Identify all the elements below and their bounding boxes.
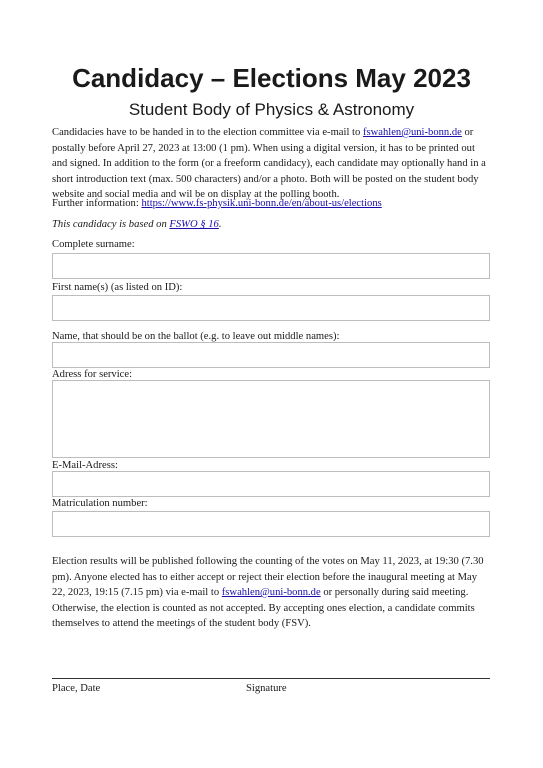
first-name-label: First name(s) (as listed on ID): <box>52 282 183 293</box>
intro-paragraph <box>52 125 492 203</box>
address-label: Adress for service: <box>52 369 133 380</box>
further-information <box>52 196 492 212</box>
intro-text-start: Candidacies have to be handed in to the election committee via e-mail to <box>52 127 363 138</box>
results-paragraph <box>52 554 492 632</box>
signature-label: Signature <box>246 683 287 694</box>
based-on-suffix: . <box>218 219 222 230</box>
matriculation-label: Matriculation number: <box>52 498 148 509</box>
page-title: Candidacy – Elections May 2023 <box>72 63 471 93</box>
place-date-label: Place, Date <box>52 683 101 694</box>
address-field[interactable] <box>52 380 490 458</box>
first-name-field[interactable] <box>52 295 490 321</box>
further-information-label: Further information: <box>52 198 142 209</box>
elections-website-link[interactable]: https://www.fs-physik.uni-bonn.de/en/about-us/elections <box>141 198 382 209</box>
results-text-end: or personally during said meeting. Otherwise, the election is counted as not accepted. By accepting ones election, a candidate commits themselves to attend the meetings of the student body (FSV). <box>52 587 475 629</box>
ballot-name-field[interactable] <box>52 342 490 368</box>
fswo-link[interactable]: FSWO § 16 <box>169 219 219 230</box>
matriculation-field[interactable] <box>52 511 490 537</box>
based-on-text: This candidacy is based on <box>52 219 170 230</box>
surname-field[interactable] <box>52 253 490 279</box>
signature-line <box>52 678 490 679</box>
email-field[interactable] <box>52 471 490 497</box>
based-on-note <box>52 217 492 233</box>
ballot-name-label: Name, that should be on the ballot (e.g. to leave out middle names): <box>52 331 340 342</box>
email-label: E-Mail-Adress: <box>52 460 118 471</box>
surname-label: Complete surname: <box>52 239 135 250</box>
election-email-link[interactable]: fswahlen@uni-bonn.de <box>362 127 462 138</box>
intro-text-end: or postally before April 27, 2023 at 13:00 (1 pm). When using a digital version, it has to be printed out and signed. In addition to the form (or a freeform candidacy), each candidate may optionally hand in a short introduction text (max. 500 characters) and/or a photo. Both will be posted on the student body website and social media and wil be on display at the polling booth. <box>52 127 486 200</box>
page-subtitle: Student Body of Physics & Astronomy <box>128 100 415 119</box>
results-text-start: Election results will be published following the counting of the votes on May 11, 2023, at 19:30 (7.30 pm). Anyone elected has to either accept or reject their election before the inaugural meeting at May 22, 2023, 19:15 (7.15 pm) via e-mail to <box>52 556 484 598</box>
results-email-link[interactable]: fswahlen@uni-bonn.de <box>221 587 321 598</box>
